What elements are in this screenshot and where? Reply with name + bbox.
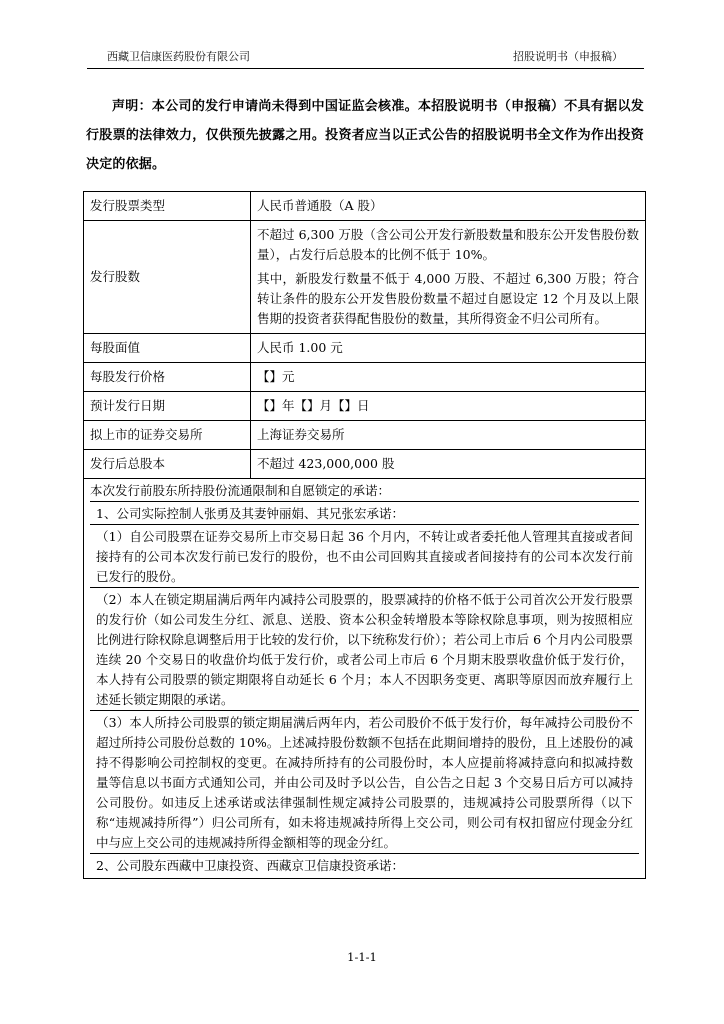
commitment-paragraph-3: （3）本人所持公司股票的锁定期届满后两年内，若公司股价不低于发行价，每年减持公司股份不超过所持公司股份总数的 10%。上述减持股份数额不包括在此期间增持的股份，且上述股份的减持不得影响公司控制权的变更。在减持所持有的公司股份时，本人应提前将减持意向和拟减持数量等信息以书面方式通知公司，并由公司及时予以公告，自公告之日起 3 个交易日后方可以减持公司股份。如违反上述承诺或法律强制性规定减持公司股票的，违规减持公司股票所得（以下称“违规减持所得”）归公司所有，如未将违规减持所得上交公司，则公司有权扣留应付现金分红中与应上交公司的违规减持所得金额相等的现金分红。 — [90, 710, 639, 853]
row-label: 发行后总股本 — [84, 450, 251, 479]
header-document-type: 招股说明书（申报稿） — [513, 50, 623, 63]
table-row — [84, 192, 646, 221]
table-row — [84, 450, 646, 479]
disclaimer-statement: 声明：本公司的发行申请尚未得到中国证监会核准。本招股说明书（申报稿）不具有据以发行股票的法律效力，仅供预先披露之用。投资者应当以正式公告的招股说明书全文作为作出投资决定的依据。 — [86, 99, 644, 172]
commitment-item-1-title: 1、公司实际控制人张勇及其妻钟丽娟、其兄张宏承诺： — [90, 501, 639, 524]
row-label: 预计发行日期 — [84, 392, 251, 421]
new-share-paragraph: 其中，新股发行数量不低于 4,000 万股、不超过 6,300 万股；符合转让条件的股东公开发售股份数量不超过自愿设定 12 个月及以上限售期的投资者获得配售股份的数量，其所得资金不归公司所有。 — [257, 271, 639, 326]
row-value — [251, 221, 646, 334]
table-row — [84, 221, 646, 334]
commitment-paragraph-2: （2）本人在锁定期届满后两年内减持公司股票的，股票减持的价格不低于公司首次公开发行股票的发行价（如公司发生分红、派息、送股、资本公积金转增股本等除权除息事项，则为按照相应比例进行除权除息调整后用于比较的发行价，以下统称发行价）；若公司上市后 6 个月内公司股票连续 20 个交易日的收盘价均低于发行价，或者公司上市后 6 个月期末股票收盘价低于发行价，本人持有公司股票的锁定期限将自动延长 6 个月；本人不因职务变更、离职等原因而放弃履行上述延长锁定期限的承诺。 — [90, 587, 639, 710]
commitments-cell — [84, 479, 646, 879]
page-number: 1-1-1 — [347, 950, 377, 964]
table-row — [84, 421, 646, 450]
table-row — [84, 392, 646, 421]
row-label: 发行股票类型 — [84, 192, 251, 221]
row-value: 【】元 — [251, 363, 646, 392]
table-row — [84, 363, 646, 392]
commitment-paragraph-1: （1）自公司股票在证券交易所上市交易日起 36 个月内，不转让或者委托他人管理其直接或者间接持有的公司本次发行前已发行的股份，也不由公司回购其直接或者间接持有的公司本次发行前已发行的股份。 — [90, 524, 639, 587]
row-value: 人民币 1.00 元 — [251, 334, 646, 363]
row-value: 人民币普通股（A 股） — [251, 192, 646, 221]
share-count-paragraph: 不超过 6,300 万股（含公司公开发行新股数量和股东公开发售股份数量），占发行后总股本的比例不低于 10%。 — [257, 227, 639, 262]
offering-info-table — [83, 191, 646, 879]
commitments-intro: 本次发行前股东所持股份流通限制和自愿锁定的承诺： — [90, 483, 391, 498]
row-label: 每股发行价格 — [84, 363, 251, 392]
row-label: 拟上市的证券交易所 — [84, 421, 251, 450]
table-row — [84, 479, 646, 879]
commitment-item-2-title: 2、公司股东西藏中卫康投资、西藏京卫信康投资承诺： — [90, 853, 639, 876]
table-row — [84, 334, 646, 363]
row-value: 上海证券交易所 — [251, 421, 646, 450]
row-label: 每股面值 — [84, 334, 251, 363]
row-value: 不超过 423,000,000 股 — [251, 450, 646, 479]
row-value: 【】年【】月【】日 — [251, 392, 646, 421]
row-label: 发行股数 — [84, 221, 251, 334]
header-company-name: 西藏卫信康医药股份有限公司 — [107, 50, 250, 63]
header-divider — [87, 68, 644, 69]
